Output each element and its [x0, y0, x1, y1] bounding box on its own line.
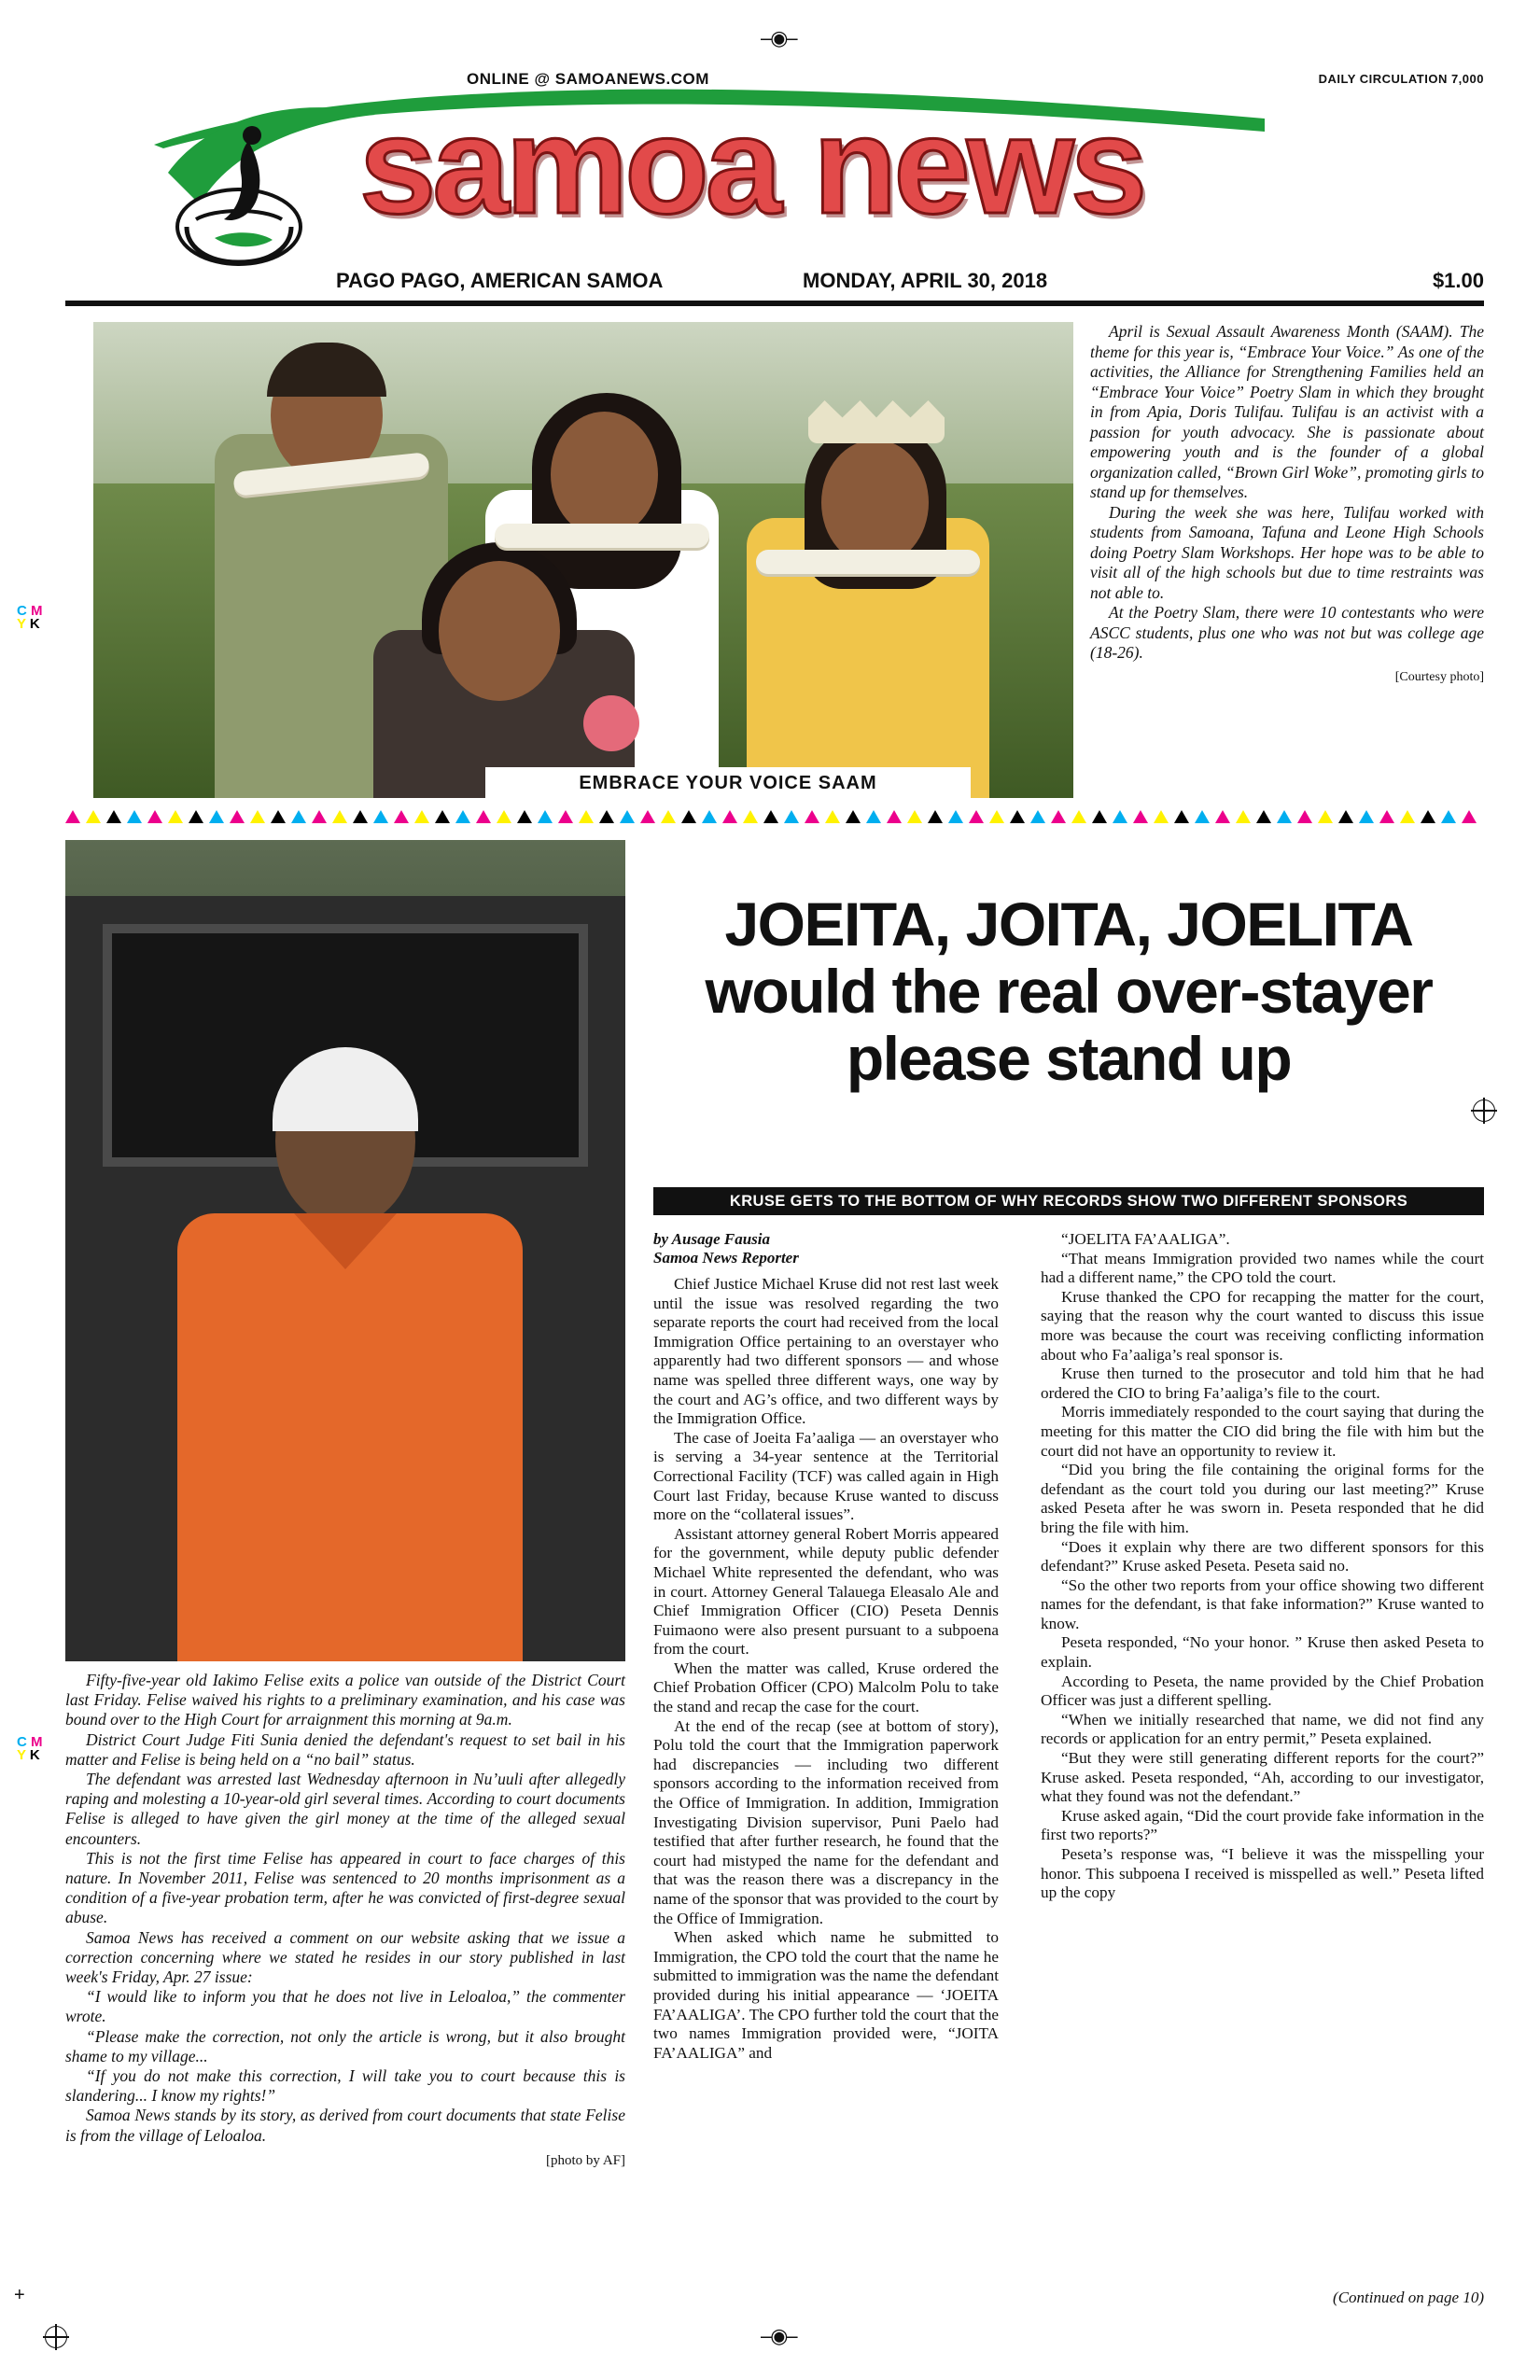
lead-photo-caption: [65, 1671, 625, 2171]
lead-caption-para-9: Samoa News stands by its story, as derived from court documents that state Felise is from the village of Leloaloa.: [65, 2106, 625, 2145]
samoa-news-logo-icon: [159, 107, 383, 285]
online-url: ONLINE @ SAMOANEWS.COM: [467, 70, 709, 88]
masthead-rule: [65, 301, 1484, 306]
registration-mark-top: –◉–: [761, 26, 796, 49]
c1-para-5: At the end of the recap (see at bottom of story), Polu told the court that the Immigration paperwork had discrepancies — including two different sponsors according to the information received from the Office of Immigration. In addition, Immigration Investigating Division supervisor, Puni Paelo had testified that after further research, he found that the court had mistyped the name for the defendant and that was the reason there was a discrepancy in the name of the sponsor that was provided to the court by the Office of Immigration.: [653, 1716, 999, 1927]
photo-label-embrace-your-voice: EMBRACE YOUR VOICE SAAM: [485, 767, 971, 799]
lead-photo-credit: [photo by AF]: [545, 2152, 625, 2168]
c2-para-14: Peseta’s response was, “I believe it was the misspelling your honor. This subpoena I received is misspelled as well.” Peseta lifted up the copy: [1041, 1845, 1484, 1902]
crop-mark-plus: +: [14, 2285, 25, 2305]
story-column-2: [1041, 1230, 1484, 1903]
top-photo-caption: [1090, 322, 1484, 687]
c2-para-3: Kruse thanked the CPO for recapping the matter for the court, saying that the reason why the court wanted to discuss this issue more was because the court was receiving conflicting information about who Fa’aaliga’s real sponsor is.: [1041, 1287, 1484, 1364]
byline-author: by Ausage Fausia: [653, 1230, 771, 1248]
lead-caption-para-2: District Court Judge Fiti Sunia denied the defendant's request to set bail in his matter and Felise is being held on a “no bail” status.: [65, 1729, 625, 1769]
story-column-1: [653, 1275, 999, 2063]
byline: [653, 1230, 999, 1267]
lead-caption-para-3: The defendant was arrested last Wednesday afternoon in Nu’uuli after allegedly raping and molesting a 10-year-old girl several times. According to court documents Felise is alleged to have given the girl money at the time of the alleged sexual encounters.: [65, 1770, 625, 1848]
photo-lei-2: [495, 524, 709, 548]
lead-caption-para-6: “I would like to inform you that he does not live in Leloaloa,” the commenter wrote.: [65, 1987, 625, 2026]
c2-para-8: “So the other two reports from your office showing two different names for the defendant, is that fake information?” Kruse wanted to know.: [1041, 1575, 1484, 1632]
publication-date: MONDAY, APRIL 30, 2018: [803, 269, 1048, 292]
c1-para-1: Chief Justice Michael Kruse did not rest last week until the issue was resolved regarding the two separate reports the court had received from the local Immigration Office pertaining to an overstayer who apparently had two different sponsors — and whose name was spelled three different ways, one way by the court and AG’s office, and two different ways by the Immigration Office.: [653, 1275, 999, 1428]
c1-para-4: When the matter was called, Kruse ordered the Chief Probation Officer (CPO) Malcolm Polu to take the stand and recap the case for the court.: [653, 1659, 999, 1716]
byline-role: Samoa News Reporter: [653, 1249, 799, 1267]
masthead: [65, 51, 1484, 275]
photo-lei-3: [756, 550, 980, 574]
photo-person-face-4b: [439, 561, 560, 701]
c1-para-3: Assistant attorney general Robert Morris appeared for the government, while deputy public defender Michael White represented the defendant, who was in court. Attorney General Talauega Eleasalo Ale and Chief Immigration Officer (CIO) Peseta Dennis Fuimaono were also present pursuant to a subpoena from the court.: [653, 1524, 999, 1659]
masthead-info-line: [65, 269, 1484, 299]
masthead-title: samoa news: [359, 89, 1144, 243]
lead-caption-para-5: Samoa News has received a comment on our website asking that we issue a correction concerning where we stated he resides in our story published in last week's Friday, Apr. 27 issue:: [65, 1927, 625, 1987]
c2-para-9: Peseta responded, “No your honor. ” Kruse then asked Peseta to explain.: [1041, 1633, 1484, 1672]
cmyk-marks-bottom: C M Y K: [17, 1734, 43, 1763]
press-color-bar: [65, 810, 1484, 825]
top-caption-para-3: At the Poetry Slam, there were 10 contestants who were ASCC students, plus one who was not but was college age (18-26).: [1090, 603, 1484, 662]
publication-place: PAGO PAGO, AMERICAN SAMOA: [336, 269, 664, 292]
c2-para-4: Kruse then turned to the prosecutor and told him that he had ordered the CIO to bring Fa’aaliga’s file to the court.: [1041, 1365, 1484, 1402]
c2-para-11: “When we initially researched that name, we did not find any records or application for an entry permit,” Peseta explained.: [1041, 1710, 1484, 1748]
lead-caption-para-4: This is not the first time Felise has appeared in court to face charges of this nature. In November 2011, Felise was sentenced to 20 months imprisonment as a condition of a five-year probation term, after he was convicted of first-degree sexual abuse.: [65, 1848, 625, 1927]
publication-price: $1.00: [1432, 269, 1484, 292]
c2-para-7: “Does it explain why there are two different sponsors for this defendant?” Kruse asked Peseta. Peseta said no.: [1041, 1537, 1484, 1575]
c2-para-13: Kruse asked again, “Did the court provide fake information in the first two reports?”: [1041, 1806, 1484, 1844]
continued-note: (Continued on page 10): [1333, 2289, 1484, 2306]
c2-para-2: “That means Immigration provided two names while the court had a different name,” the CPO told the court.: [1041, 1249, 1484, 1287]
c1-para-2: The case of Joeita Fa’aaliga — an overstayer who is serving a 34-year sentence at the Territorial Correctional Facility (TCF) was called again in High Court last Friday, because Kruse wanted to discuss more on the “collateral issues”.: [653, 1428, 999, 1524]
photo-person-face-2b: [551, 412, 658, 538]
photo-person-face-3b: [821, 440, 929, 566]
c2-para-5: Morris immediately responded to the court saying that during the meeting for this matter the CIO did bring the file with him but the court did not have an opportunity to review it.: [1041, 1403, 1484, 1460]
c2-para-6: “Did you bring the file containing the original forms for the defendant as the court told you during our last meeting?” Kruse asked Peseta after he was sworn in. Peseta responded that he did bring the file with him.: [1041, 1461, 1484, 1536]
lead-caption-para-8: “If you do not make this correction, I will take you to court because this is slandering... I know my rights!”: [65, 2066, 625, 2106]
photo-flower: [583, 695, 639, 751]
saam-group-photo: [93, 322, 1073, 798]
registration-circle-right: [1473, 1099, 1495, 1122]
subject-shirt: [177, 1213, 523, 1661]
c2-para-12: “But they were still generating different reports for the court?” Kruse asked. Peseta responded, “Ah, according to our investigator, what they found was not the defendant.”: [1041, 1749, 1484, 1806]
c1-para-6: When asked which name he submitted to Immigration, the CPO told the court that the name he submitted to immigration was the name the defendant provided during his initial appearance — ‘JOEITA FA’AALIGA’. The CPO further told the court that the two names Immigration provided were, “JOITA FA’AALIGA” and: [653, 1928, 999, 2062]
lead-caption-para-1: Fifty-five-year old Iakimo Felise exits a police van outside of the District Court last Friday. Felise waived his rights to a preliminary examination, and his case was bound over to the High Court for arraignment this morning at 9a.m.: [65, 1671, 625, 1729]
lead-caption-para-7: “Please make the correction, not only the article is wrong, but it also brought shame to my village...: [65, 2026, 625, 2065]
top-caption-para-1: April is Sexual Assault Awareness Month (SAAM). The theme for this year is, “Embrace Your Voice.” As one of the activities, the Alliance for Strengthening Families held an “Embrace Your Voice” Poetry Slam in which they brought in from Apia, Doris Tulifau. Tulifau is an activist with a passion for youth advocacy. She is passionate about empowering youth and is the founder of a global organization called, “Brown Girl Woke”, promoting girls to stand up for themselves.: [1090, 322, 1484, 501]
daily-circulation: DAILY CIRCULATION 7,000: [1318, 72, 1484, 86]
c2-para-1: “JOELITA FA’AALIGA”.: [1061, 1230, 1230, 1248]
c2-para-10: According to Peseta, the name provided by the Chief Probation Officer was just a different spelling.: [1041, 1672, 1484, 1710]
page-headline: JOEITA, JOITA, JOELITA would the real over-stayer please stand up: [705, 889, 1433, 1094]
headline-kicker-bar: KRUSE GETS TO THE BOTTOM OF WHY RECORDS SHOW TWO DIFFERENT SPONSORS: [653, 1187, 1484, 1215]
cmyk-marks-top: C M Y K: [17, 603, 43, 632]
lead-photo-felise: [65, 840, 625, 1661]
registration-mark-bottom: –◉–: [761, 2324, 796, 2347]
top-photo-credit: [Courtesy photo]: [1394, 669, 1484, 684]
registration-circle-bottom-left: [45, 2326, 67, 2348]
top-caption-para-2: During the week she was here, Tulifau worked with students from Samoana, Tafuna and Leone High Schools doing Poetry Slam Workshops. Her hope was to be able to visit all of the high schools but due to time restraints was not able to.: [1090, 502, 1484, 602]
